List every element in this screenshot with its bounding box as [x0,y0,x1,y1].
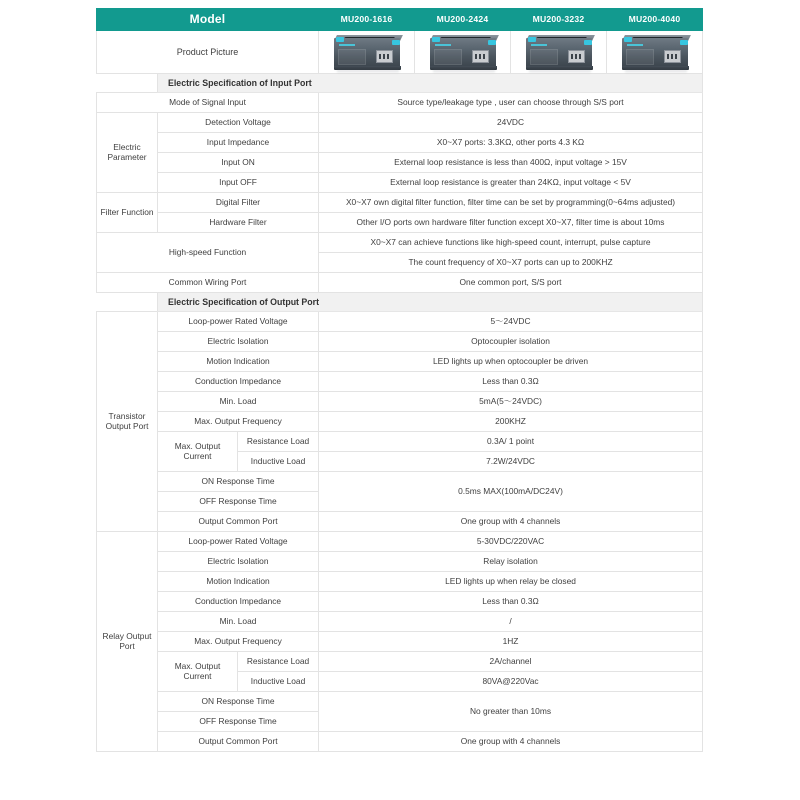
label-common-wiring-port: Common Wiring Port [97,273,319,293]
value-rl-output-common-port: One group with 4 channels [319,732,703,752]
header-model-mu200-2424: MU200-2424 [415,9,511,31]
row-input-off [97,173,703,193]
band-left-gap [97,74,158,93]
value-tr-electric-isolation: Optocoupler isolation [319,332,703,352]
label-input-on: Input ON [158,153,319,173]
value-detection-voltage: 24VDC [319,113,703,133]
label-digital-filter: Digital Filter [158,193,319,213]
header-model-mu200-4040: MU200-4040 [607,9,703,31]
value-mode-of-signal-input: Source type/leakage type , user can choose through S/S port [319,93,703,113]
row-tr-motion-indication [97,352,703,372]
row-rl-conduction-impedance [97,592,703,612]
value-tr-output-common-port: One group with 4 channels [319,512,703,532]
product-picture-label: Product Picture [97,31,319,74]
value-input-off: External loop resistance is greater than 24KΩ, input voltage < 5V [319,173,703,193]
label-rl-output-common-port: Output Common Port [158,732,319,752]
label-mode-of-signal-input: Mode of Signal Input [97,93,319,113]
value-rl-min-load: / [319,612,703,632]
label-rl-resistance-load: Resistance Load [238,652,319,672]
row-common-wiring-port [97,273,703,293]
value-rl-motion-indication: LED lights up when relay be closed [319,572,703,592]
value-tr-inductive-load: 7.2W/24VDC [319,452,703,472]
label-tr-output-common-port: Output Common Port [158,512,319,532]
group-label-rl-max-output-current: Max. Output Current [158,652,238,692]
label-tr-motion-indication: Motion Indication [158,352,319,372]
value-rl-loop-power-rated-voltage: 5-30VDC/220VAC [319,532,703,552]
value-tr-max-output-frequency: 200KHZ [319,412,703,432]
value-tr-conduction-impedance: Less than 0.3Ω [319,372,703,392]
specification-table [96,8,703,752]
label-rl-electric-isolation: Electric Isolation [158,552,319,572]
label-tr-max-output-frequency: Max. Output Frequency [158,412,319,432]
row-tr-conduction-impedance [97,372,703,392]
label-input-impedance: Input Impedance [158,133,319,153]
value-hardware-filter: Other I/O ports own hardware filter function except X0~X7, filter time is about 10ms [319,213,703,233]
value-input-on: External loop resistance is less than 400Ω, input voltage > 15V [319,153,703,173]
value-high-speed-function-1: X0~X7 can achieve functions like high-speed count, interrupt, pulse capture [319,233,703,253]
table-header-row [97,9,703,31]
value-rl-max-output-frequency: 1HZ [319,632,703,652]
value-rl-conduction-impedance: Less than 0.3Ω [319,592,703,612]
value-high-speed-function-2: The count frequency of X0~X7 ports can up to 200KHZ [319,253,703,273]
value-rl-resistance-load: 2A/channel [319,652,703,672]
group-label-electric-parameter: Electric Parameter [97,113,158,193]
value-input-impedance: X0~X7 ports: 3.3KΩ, other ports 4.3 KΩ [319,133,703,153]
label-tr-inductive-load: Inductive Load [238,452,319,472]
row-rl-min-load [97,612,703,632]
label-input-off: Input OFF [158,173,319,193]
row-high-speed-function-1 [97,233,703,253]
label-hardware-filter: Hardware Filter [158,213,319,233]
label-rl-inductive-load: Inductive Load [238,672,319,692]
label-tr-min-load: Min. Load [158,392,319,412]
value-tr-motion-indication: LED lights up when optocoupler be driven [319,352,703,372]
label-tr-resistance-load: Resistance Load [238,432,319,452]
label-tr-on-response-time: ON Response Time [158,472,319,492]
row-tr-on-response-time [97,472,703,492]
label-rl-max-output-frequency: Max. Output Frequency [158,632,319,652]
row-hardware-filter [97,213,703,233]
header-model-mu200-1616: MU200-1616 [319,9,415,31]
row-rl-on-response-time [97,692,703,712]
label-high-speed-function: High-speed Function [97,233,319,273]
label-rl-conduction-impedance: Conduction Impedance [158,592,319,612]
value-tr-min-load: 5mA(5～24VDC) [319,392,703,412]
row-mode-of-signal-input [97,93,703,113]
value-digital-filter: X0~X7 own digital filter function, filter time can be set by programming(0~64ms adjusted) [319,193,703,213]
row-input-on [97,153,703,173]
row-detection-voltage [97,113,703,133]
group-label-transistor-output-port: Transistor Output Port [97,312,158,532]
group-label-tr-max-output-current: Max. Output Current [158,432,238,472]
plc-module-icon [522,32,596,72]
product-picture-row [97,31,703,74]
section-title-output-port: Electric Specification of Output Port [158,293,703,312]
row-tr-max-output-frequency [97,412,703,432]
section-band-output-port [97,293,703,312]
row-tr-resistance-load [97,432,703,452]
band-left-gap [97,293,158,312]
product-image-mu200-2424 [415,31,511,74]
plc-module-icon [330,32,404,72]
row-rl-output-common-port [97,732,703,752]
row-tr-min-load [97,392,703,412]
value-tr-response-time: 0.5ms MAX(100mA/DC24V) [319,472,703,512]
label-tr-conduction-impedance: Conduction Impedance [158,372,319,392]
header-model-label: Model [97,9,319,31]
label-tr-off-response-time: OFF Response Time [158,492,319,512]
row-tr-electric-isolation [97,332,703,352]
row-rl-motion-indication [97,572,703,592]
label-rl-on-response-time: ON Response Time [158,692,319,712]
label-rl-motion-indication: Motion Indication [158,572,319,592]
value-tr-loop-power-rated-voltage: 5～24VDC [319,312,703,332]
product-image-mu200-1616 [319,31,415,74]
row-rl-electric-isolation [97,552,703,572]
label-tr-electric-isolation: Electric Isolation [158,332,319,352]
value-common-wiring-port: One common port, S/S port [319,273,703,293]
section-band-input-port [97,74,703,93]
row-input-impedance [97,133,703,153]
group-label-relay-output-port: Relay Output Port [97,532,158,752]
value-rl-response-time: No greater than 10ms [319,692,703,732]
row-tr-loop-power-rated-voltage [97,312,703,332]
row-rl-resistance-load [97,652,703,672]
label-rl-min-load: Min. Load [158,612,319,632]
row-tr-output-common-port [97,512,703,532]
plc-module-icon [618,32,692,72]
label-rl-loop-power-rated-voltage: Loop-power Rated Voltage [158,532,319,552]
row-rl-max-output-frequency [97,632,703,652]
row-rl-loop-power-rated-voltage [97,532,703,552]
section-title-input-port: Electric Specification of Input Port [158,74,703,93]
value-tr-resistance-load: 0.3A/ 1 point [319,432,703,452]
group-label-filter-function: Filter Function [97,193,158,233]
product-image-mu200-4040 [607,31,703,74]
value-rl-electric-isolation: Relay isolation [319,552,703,572]
label-tr-loop-power-rated-voltage: Loop-power Rated Voltage [158,312,319,332]
label-detection-voltage: Detection Voltage [158,113,319,133]
product-image-mu200-3232 [511,31,607,74]
label-rl-off-response-time: OFF Response Time [158,712,319,732]
header-model-mu200-3232: MU200-3232 [511,9,607,31]
value-rl-inductive-load: 80VA@220Vac [319,672,703,692]
row-digital-filter [97,193,703,213]
plc-module-icon [426,32,500,72]
